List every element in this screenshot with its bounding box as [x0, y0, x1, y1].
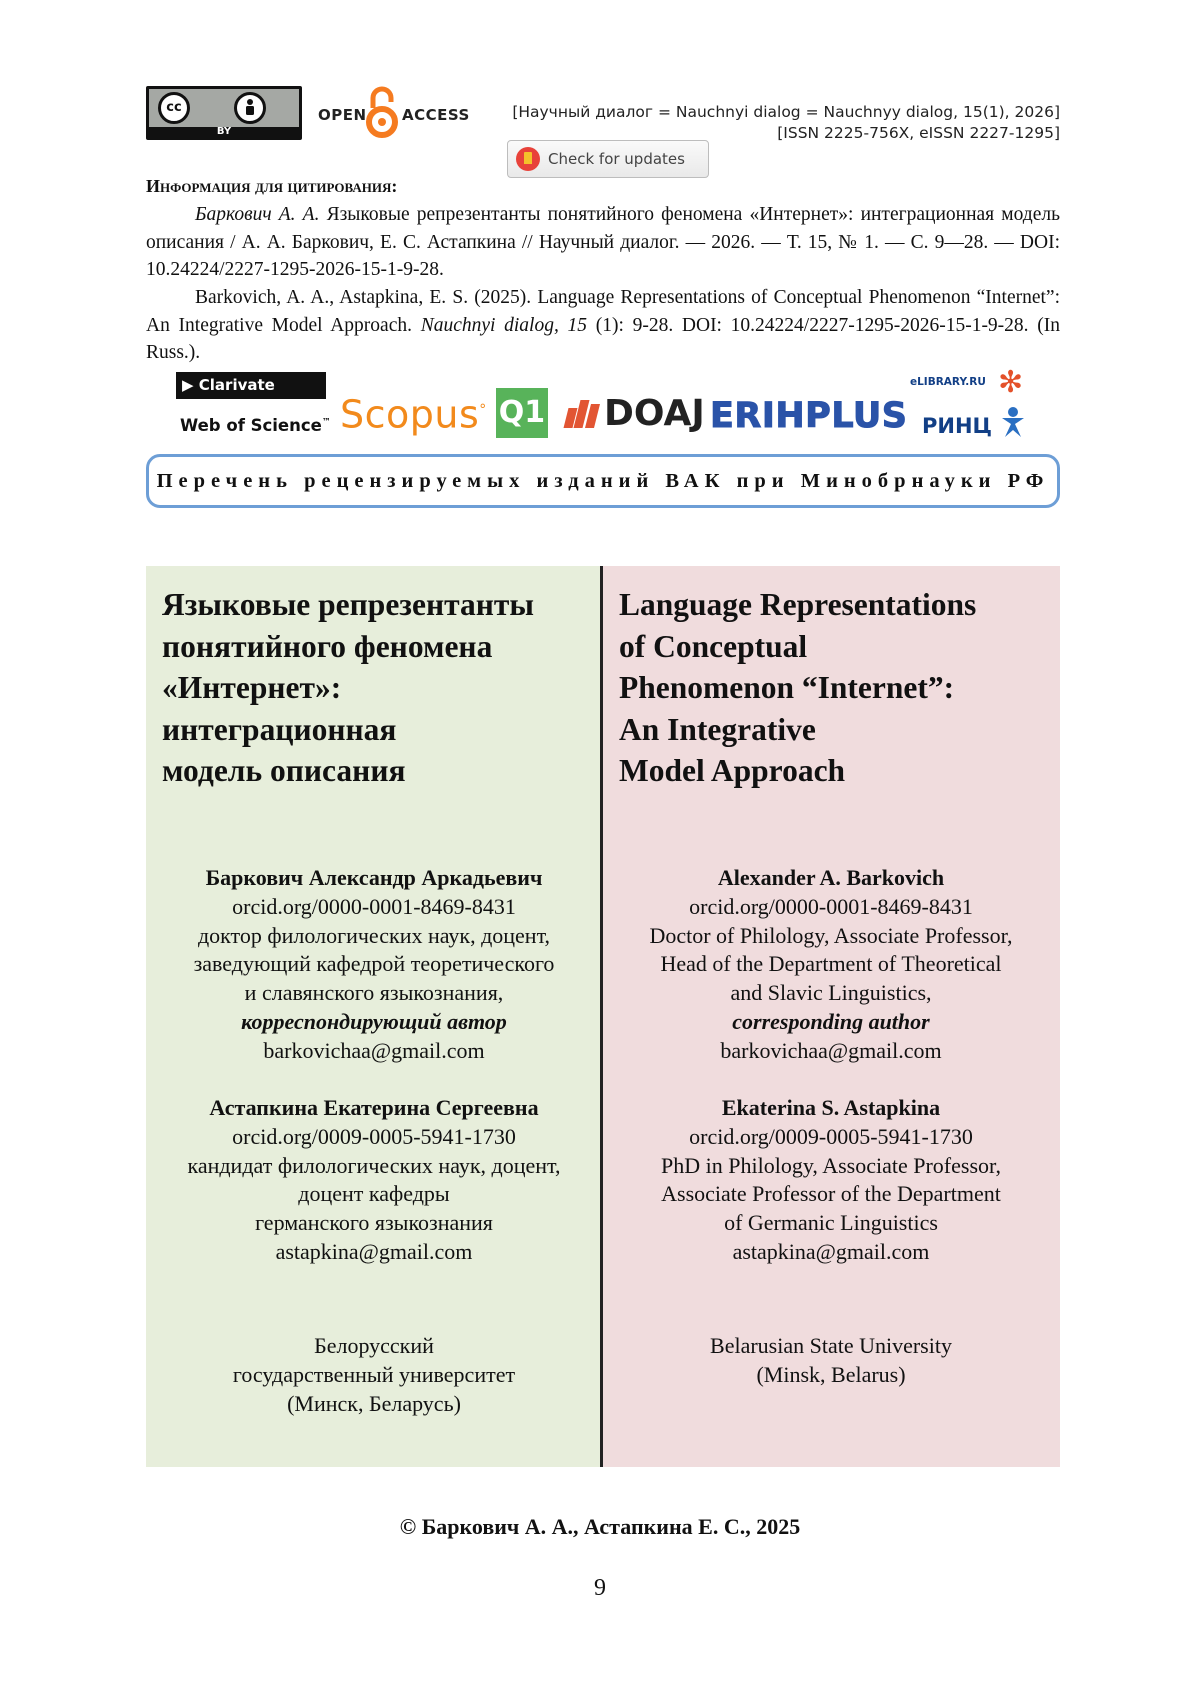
title-ru-line: «Интернет»: — [162, 670, 342, 705]
title-en-line: of Conceptual — [619, 628, 808, 664]
title-ru-line: модель описания — [162, 753, 406, 788]
title-ru-line: Языковые репрезентанты — [162, 587, 534, 622]
author-position-line: Head of the Department of Theoretical — [660, 951, 1002, 977]
author-name: Астапкина Екатерина Сергеевна — [209, 1095, 539, 1120]
rinc-logo[interactable]: РИНЦ — [922, 414, 993, 438]
vak-list-banner: Перечень рецензируемых изданий ВАК при Минобрнауки РФ — [146, 454, 1060, 508]
author-email-link[interactable]: barkovichaa@gmail.com — [263, 1037, 485, 1063]
author-position-line: Doctor of Philology, Associate Professor, — [649, 922, 1013, 948]
author1-en-block — [603, 864, 1059, 1066]
corresponding-author-label: корреспондирующий автор — [241, 1008, 507, 1034]
cc-by-license-badge[interactable] — [146, 86, 302, 140]
affiliation-en — [603, 1332, 1059, 1390]
author-position-line: заведующий кафедрой теоретического — [193, 951, 555, 977]
author-email-link[interactable]: astapkina@gmail.com — [732, 1238, 930, 1264]
affiliation-line: (Minsk, Belarus) — [756, 1361, 906, 1387]
author-position-line: германского языкознания — [255, 1210, 493, 1236]
author-email-link[interactable]: astapkina@gmail.com — [275, 1238, 473, 1264]
scopus-logo[interactable]: Scopus° — [340, 392, 487, 437]
check-for-updates-label: Check for updates — [548, 150, 685, 168]
journal-reference: [Научный диалог = Nauchnyi dialog = Nauchnyy dialog, 15(1), 2026] — [512, 103, 1060, 121]
author-position-line: PhD in Philology, Associate Professor, — [661, 1152, 1001, 1178]
scopus-label: Scopus — [340, 392, 480, 437]
copyright-line: © Баркович А. А., Астапкина Е. С., 2025 — [399, 1514, 801, 1539]
author-name: Alexander A. Barkovich — [717, 865, 945, 890]
author2-ru-block — [146, 1094, 602, 1267]
title-en-line: Language Representations — [619, 587, 977, 622]
author-email-link[interactable]: barkovichaa@gmail.com — [720, 1037, 942, 1063]
author-position-line: of Germanic Linguistics — [724, 1210, 938, 1236]
author1-ru-block — [146, 864, 602, 1066]
doaj-label: DOAJ — [604, 393, 705, 434]
open-access-label-right: ACCESS — [402, 106, 470, 124]
affiliation-ru — [146, 1332, 602, 1418]
clarivate-logo[interactable] — [176, 372, 326, 399]
affiliation-line: Belarusian State University — [710, 1333, 952, 1358]
issn-line: [ISSN 2225-756X, eISSN 2227-1295] — [777, 124, 1060, 142]
check-for-updates-button[interactable] — [507, 140, 709, 178]
author-name: Баркович Александр Аркадьевич — [205, 865, 543, 890]
author-position-line: кандидат филологических наук, доцент, — [187, 1152, 561, 1178]
elibrary-logo[interactable]: eLIBRARY.RU — [910, 376, 986, 388]
open-access-label-left: OPEN — [318, 106, 367, 124]
citation-ru-author: Баркович А. А. — [195, 204, 320, 225]
author-position-line: доцент кафедры — [298, 1181, 450, 1207]
author-orcid-link[interactable]: orcid.org/0009-0005-5941-1730 — [689, 1123, 973, 1149]
doaj-stripes-icon — [564, 400, 600, 428]
author-position-line: и славянского языкознания, — [244, 980, 504, 1006]
affiliation-line: (Минск, Беларусь) — [287, 1390, 461, 1416]
title-ru-line: понятийного феномена — [162, 628, 493, 664]
elibrary-star-icon: ✻ — [998, 365, 1024, 400]
author-position-line: Associate Professor of the Department — [661, 1181, 1001, 1207]
citation-en — [146, 284, 1060, 367]
citation-en-journal: Nauchnyi dialog, 15 — [420, 314, 588, 336]
trademark-symbol: ™ — [321, 417, 331, 428]
erihplus-logo[interactable]: ERIHPLUS — [710, 396, 908, 436]
web-of-science-logo[interactable] — [180, 416, 331, 435]
title-en-line: An Integrative — [619, 711, 816, 747]
affiliation-line: Белорусский — [314, 1333, 434, 1358]
author-orcid-link[interactable]: orcid.org/0009-0005-5941-1730 — [232, 1123, 516, 1149]
author-position-line: and Slavic Linguistics, — [730, 980, 932, 1006]
doaj-logo[interactable] — [564, 392, 705, 436]
article-title-ru — [162, 584, 592, 792]
citation-en-text-1: Barkovich, A. A., Astapkina, E. S. (2025). Language Representations of Conceptual Phenomenon “Internet”: An Integrative Model Approach. — [146, 287, 1060, 336]
affiliation-line: государственный университет — [232, 1361, 516, 1387]
open-access-lock-icon — [364, 86, 400, 145]
author2-en-block — [603, 1094, 1059, 1267]
title-en-line: Phenomenon “Internet”: — [619, 670, 955, 705]
by-attribution-icon — [234, 92, 266, 124]
clarivate-label: Clarivate — [198, 376, 275, 394]
by-label: BY — [216, 126, 232, 137]
citation-heading: Информация для цитирования: — [146, 176, 398, 196]
author-position-line: доктор филологических наук, доцент, — [197, 922, 551, 948]
page-number: 9 — [594, 1575, 606, 1601]
cc-icon: cc — [158, 92, 190, 124]
author-orcid-link[interactable]: orcid.org/0000-0001-8469-8431 — [232, 893, 516, 919]
citation-ru — [146, 201, 1060, 284]
citation-ru-text: Языковые репрезентанты понятийного феномена «Интернет»: интеграционная модель описания / А. А. Баркович, Е. С. Астапкина // Научный диалог. — 2026. — Т. 15, № 1. — С. 9—28. — DOI: 10.24224/2227-1295-2026-15-1-9-28. — [146, 204, 1060, 280]
rinc-person-icon — [999, 406, 1027, 444]
bookmark-update-icon — [516, 147, 540, 171]
web-of-science-label: Web of Science — [180, 416, 322, 435]
title-en-line: Model Approach — [619, 753, 846, 788]
q1-quartile-badge: Q1 — [496, 388, 548, 438]
title-ru-line: интеграционная — [162, 711, 397, 747]
article-title-en — [619, 584, 1049, 792]
clarivate-mark-icon: ▶ — [182, 376, 194, 394]
author-name: Ekaterina S. Astapkina — [721, 1095, 941, 1120]
citation-en-text-2: (1): 9-28. DOI: 10.24224/2227-1295-2026-15-1-9-28. (In Russ.). — [146, 314, 1060, 363]
corresponding-author-label: corresponding author — [732, 1008, 930, 1034]
author-orcid-link[interactable]: orcid.org/0000-0001-8469-8431 — [689, 893, 973, 919]
